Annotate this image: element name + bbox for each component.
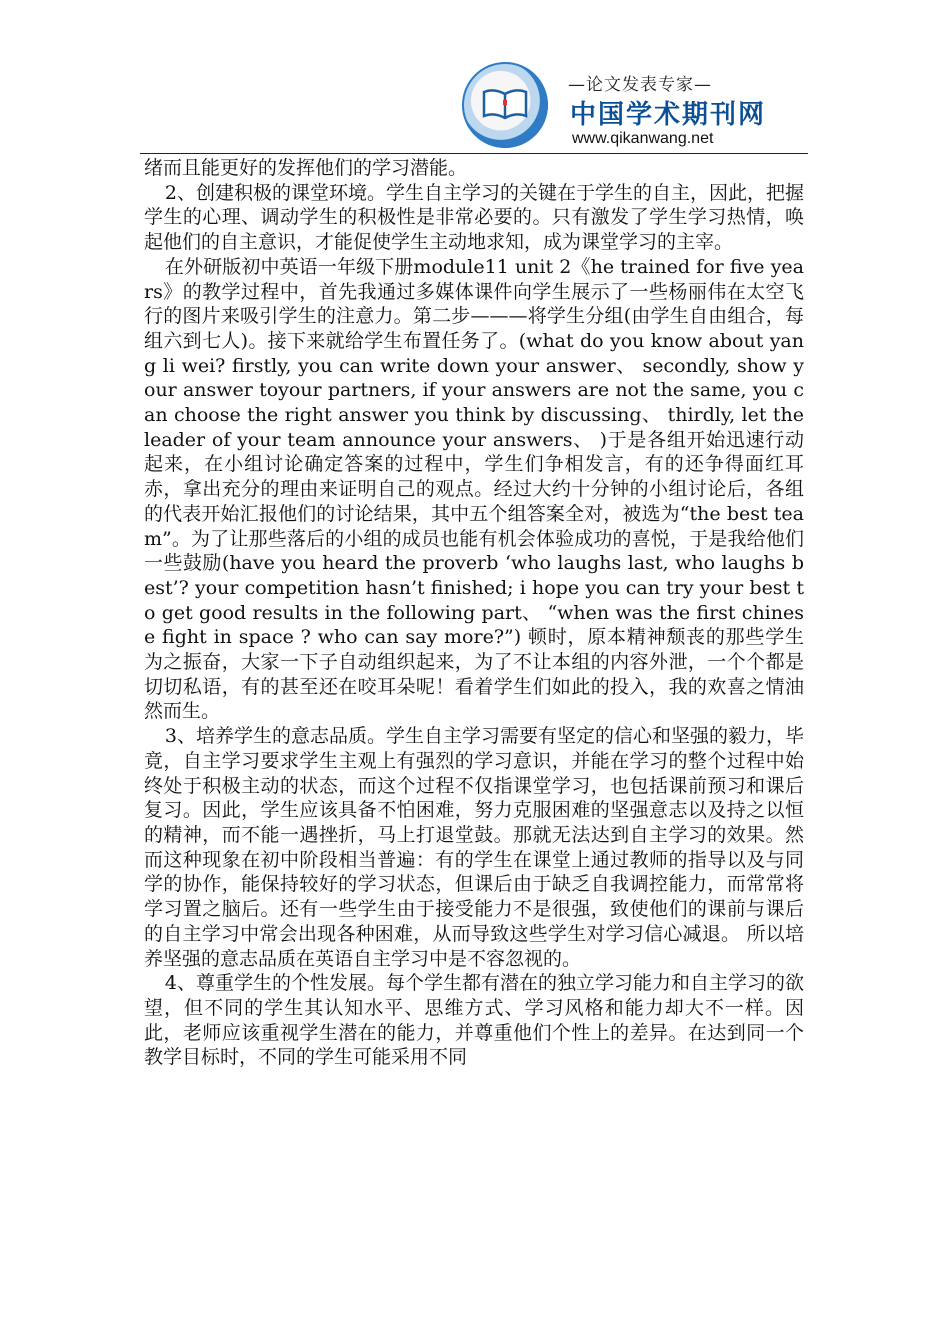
paragraph-individuality: 4、尊重学生的个性发展。每个学生都有潜在的独立学习能力和自主学习的欲望，但不同的学生其认知水平、思维方式、学习风格和能力却大不一样。因此，老师应该重视学生潜在的能力，并尊重他们个性上的差异。在达到同一个教学目标时，不同的学生可能采用不同	[144, 972, 804, 1069]
page-header	[0, 0, 950, 158]
logo-tagline: —论文发表专家—	[568, 75, 712, 95]
site-logo	[462, 60, 792, 156]
paragraph-lesson-example: 在外研版初中英语一年级下册module11 unit 2《he trained for five years》的教学过程中，首先我通过多媒体课件向学生展示了一些杨丽伟在太空飞行的图片来吸引学生的注意力。第二步———将学生分组(由学生自由组合，每组六到七人)。接下来就给学生布置任务了。(what do you know about yang li wei? firstly, you can write down your answer、 secondly, show your answer toyour partners, if your answers are not the same, you can choose the right answer you think by discussing、 thirdly, let the leader of your team announce your answers、 )于是各组开始迅速行动起来，在小组讨论确定答案的过程中，学生们争相发言，有的还争得面红耳赤，拿出充分的理由来证明自己的观点。经过大约十分钟的小组讨论后，各组的代表开始汇报他们的讨论结果，其中五个组答案全对，被选为“the best team”。为了让那些落后的小组的成员也能有机会体验成功的喜悦，于是我给他们一些鼓励(have you heard the proverb ‘who laughs last, who laughs best’? your competition hasn’t finished; i hope you can try your best to get good results in the following part、 “when was the first chinese fight in space ? who can say more?”) 顿时，原本精神颓丧的那些学生为之振奋，大家一下子自动组织起来，为了不让本组的内容外泄，一个个都是切切私语，有的甚至还在咬耳朵呢！看着学生们如此的投入，我的欢喜之情油然而生。	[144, 255, 804, 723]
paragraph-willpower: 3、培养学生的意志品质。学生自主学习需要有坚定的信心和坚强的毅力，毕竟，自主学习要求学生主观上有强烈的学习意识，并能在学习的整个过程中始终处于积极主动的状态，而这个过程不仅指课堂学习，也包括课前预习和课后复习。因此，学生应该具备不怕困难，努力克服困难的坚强意志以及持之以恒的精神，而不能一遇挫折，马上打退堂鼓。那就无法达到自主学习的效果。然而这种现象在初中阶段相当普遍：有的学生在课堂上通过教师的指导以及与同学的协作，能保持较好的学习状态，但课后由于缺乏自我调控能力，而常常将学习置之脑后。还有一些学生由于接受能力不是很强，致使他们的课前与课后的自主学习中常会出现各种困难，从而导致这些学生对学习信心减退。 所以培养坚强的意志品质在英语自主学习中是不容忽视的。	[144, 725, 804, 970]
paragraph-classroom-environment: 2、创建积极的课堂环境。学生自主学习的关键在于学生的自主，因此，把握学生的心理、调动学生的积极性是非常必要的。只有激发了学生学习热情，唤起他们的自主意识，才能促使学生主动地求知，成为课堂学习的主宰。	[144, 181, 804, 254]
article-body	[144, 156, 804, 1070]
logo-url: www.qikanwang.net	[572, 130, 714, 147]
header-divider	[140, 153, 808, 154]
paragraph-continuation: 绪而且能更好的发挥他们的学习潜能。	[144, 157, 468, 179]
logo-brand-name: 中国学术期刊网	[570, 100, 767, 130]
book-emblem-icon	[462, 62, 548, 148]
